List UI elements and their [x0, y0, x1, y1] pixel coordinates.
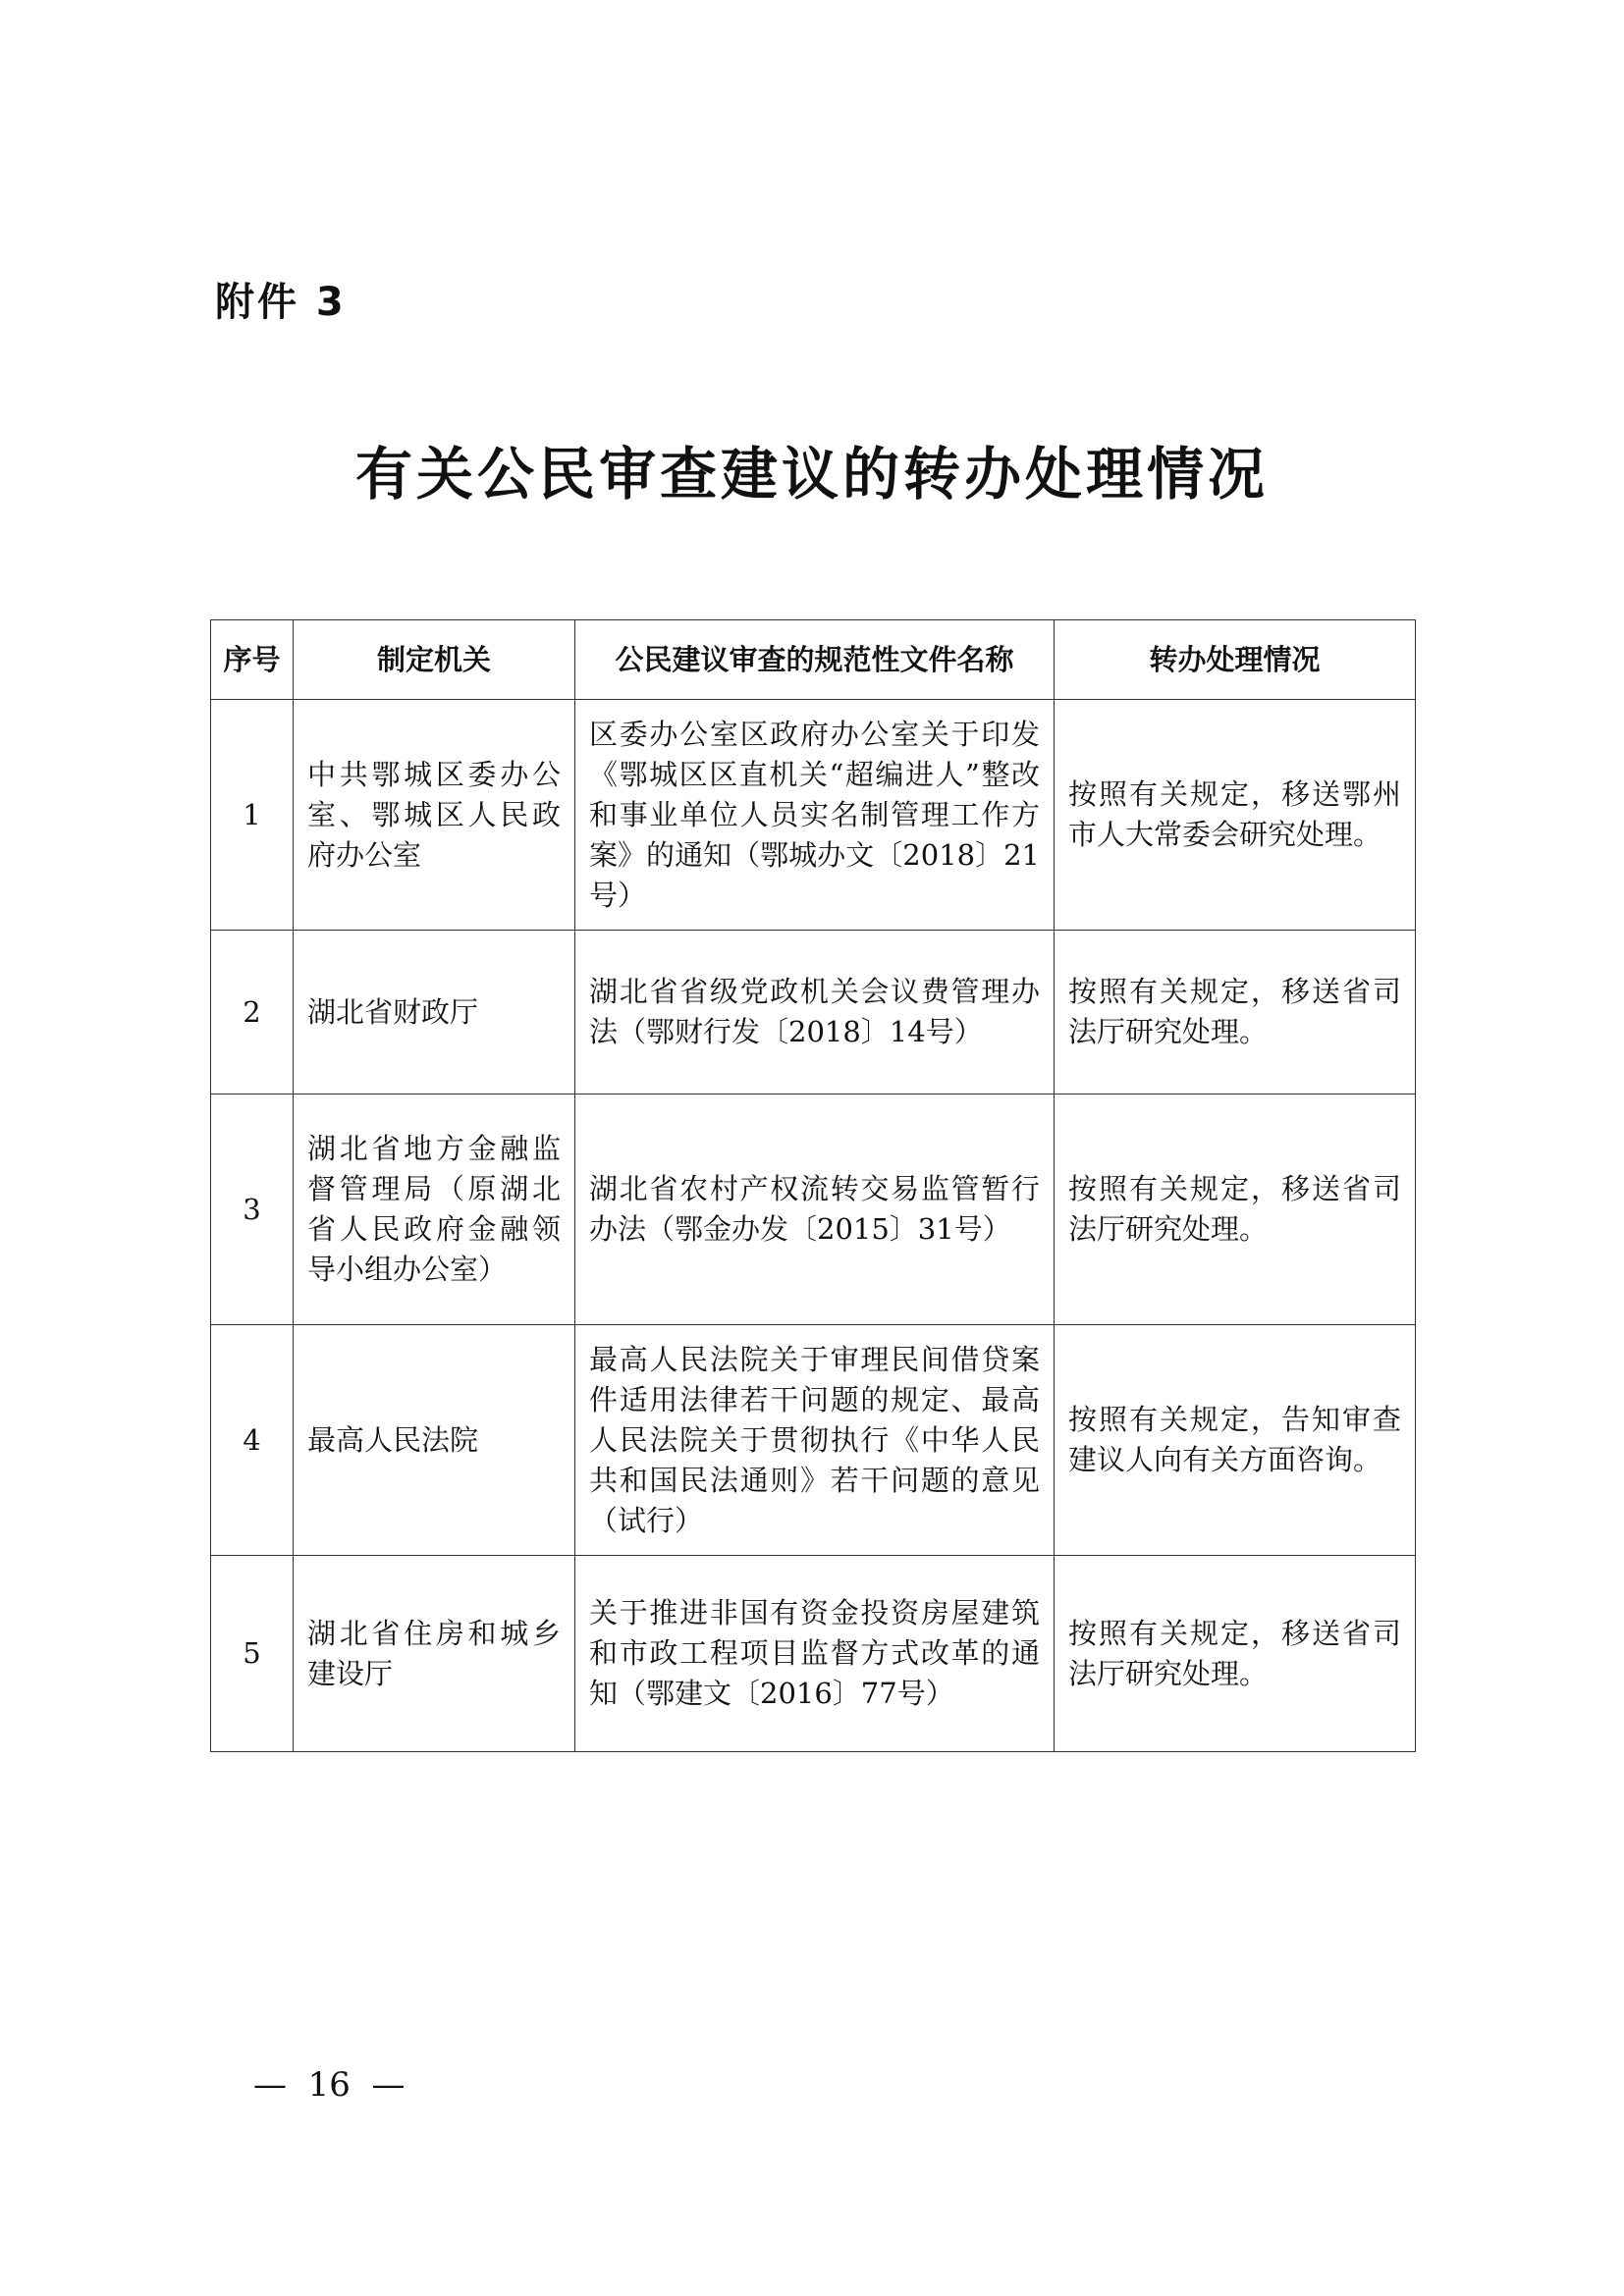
table-row [211, 931, 1416, 1095]
cell-issuing-agency: 湖北省住房和城乡建设厅 [294, 1556, 575, 1752]
cell-issuing-agency: 中共鄂城区委办公室、鄂城区人民政府办公室 [294, 700, 575, 931]
header-issuing-agency: 制定机关 [294, 620, 575, 700]
cell-document-name: 区委办公室区政府办公室关于印发《鄂城区区直机关“超编进人”整改和事业单位人员实名制管理工作方案》的通知（鄂城办文〔2018〕21号） [575, 700, 1055, 931]
cell-document-name: 湖北省省级党政机关会议费管理办法（鄂财行发〔2018〕14号） [575, 931, 1055, 1095]
document-title: 有关公民审查建议的转办处理情况 [354, 441, 1269, 507]
cell-serial-number: 1 [211, 700, 294, 931]
cell-serial-number: 2 [211, 931, 294, 1095]
table-row [211, 1556, 1416, 1752]
cell-issuing-agency: 湖北省财政厅 [294, 931, 575, 1095]
attachment-label: 附件 3 [215, 280, 347, 325]
table-header-row [211, 620, 1416, 700]
cell-referral-status: 按照有关规定，告知审查建议人向有关方面咨询。 [1055, 1325, 1416, 1556]
cell-issuing-agency: 最高人民法院 [294, 1325, 575, 1556]
header-referral-status: 转办处理情况 [1055, 620, 1416, 700]
cell-document-name: 最高人民法院关于审理民间借贷案件适用法律若干问题的规定、最高人民法院关于贯彻执行《中华人民共和国民法通则》若干问题的意见（试行） [575, 1325, 1055, 1556]
header-serial-number: 序号 [211, 620, 294, 700]
cell-issuing-agency: 湖北省地方金融监督管理局（原湖北省人民政府金融领导小组办公室） [294, 1095, 575, 1325]
cell-referral-status: 按照有关规定，移送省司法厅研究处理。 [1055, 1095, 1416, 1325]
cell-serial-number: 5 [211, 1556, 294, 1752]
cell-document-name: 湖北省农村产权流转交易监管暂行办法（鄂金办发〔2015〕31号） [575, 1095, 1055, 1325]
header-document-name: 公民建议审查的规范性文件名称 [575, 620, 1055, 700]
table-row [211, 700, 1416, 931]
cell-referral-status: 按照有关规定，移送省司法厅研究处理。 [1055, 1556, 1416, 1752]
cell-referral-status: 按照有关规定，移送省司法厅研究处理。 [1055, 931, 1416, 1095]
cell-serial-number: 4 [211, 1325, 294, 1556]
cell-document-name: 关于推进非国有资金投资房屋建筑和市政工程项目监督方式改革的通知（鄂建文〔2016〕77号） [575, 1556, 1055, 1752]
table-row [211, 1325, 1416, 1556]
page-number: — 16 — [253, 2065, 406, 2105]
table-row [211, 1095, 1416, 1325]
referral-table [210, 619, 1416, 1752]
cell-referral-status: 按照有关规定，移送鄂州市人大常委会研究处理。 [1055, 700, 1416, 931]
cell-serial-number: 3 [211, 1095, 294, 1325]
